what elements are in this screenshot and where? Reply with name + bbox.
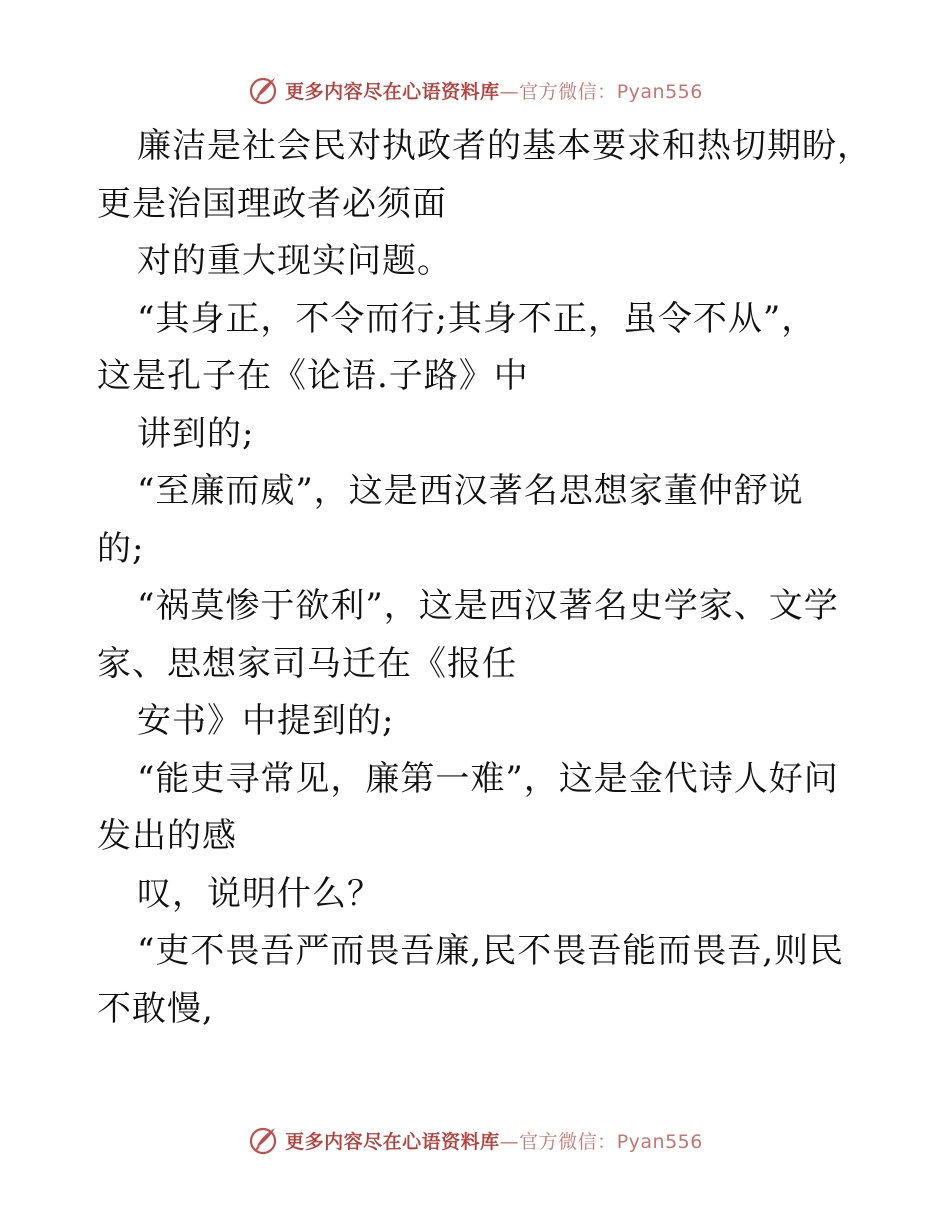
banner-dash: — — [499, 1130, 520, 1153]
feather-pen-circle-icon — [247, 1124, 279, 1156]
text-line: 家、思想家司马迁在《报任 — [97, 643, 517, 684]
text-line: “吏不畏吾严而畏吾廉,民不畏吾能而畏吾,则民 — [137, 931, 844, 971]
text-line: 发出的感 — [97, 816, 237, 856]
text-line: 叹，说明什么？ — [137, 873, 382, 914]
text-line: 不敢慢, — [97, 988, 214, 1029]
header-banner — [0, 70, 950, 110]
footer-banner — [0, 1120, 950, 1160]
text-line: “至廉而威”，这是西汉著名思想家董仲舒说 — [137, 471, 804, 511]
text-line: “祸莫惨于欲利”，这是西汉著名史学家、文学 — [137, 586, 839, 626]
text-line: 对的重大现实问题。 — [137, 241, 452, 281]
text-line: 的; — [97, 528, 145, 569]
text-line: 更是治国理政者必须面 — [97, 183, 447, 224]
text-line: 廉洁是社会民对执政者的基本要求和热切期盼， — [137, 126, 872, 166]
banner-wechat-id: Pyan556 — [616, 1130, 703, 1153]
text-line: 讲到的; — [137, 413, 255, 454]
text-line: “其身正，不令而行;其身不正，虽令不从”， — [137, 298, 817, 339]
text-line: “能吏寻常见，廉第一难”，这是金代诗人好问 — [137, 758, 839, 799]
banner-main-text: 更多内容尽在心语资料库 — [285, 1130, 500, 1153]
banner-wechat-label: 官方微信： — [519, 80, 617, 103]
feather-pen-circle-icon — [247, 74, 279, 106]
document-body — [97, 118, 917, 1038]
text-line: 这是孔子在《论语.子路》中 — [97, 356, 529, 396]
banner-wechat-id: Pyan556 — [616, 80, 703, 103]
banner-wechat-label: 官方微信： — [519, 1130, 617, 1153]
text-line: 安书》中提到的; — [137, 701, 395, 741]
banner-main-text: 更多内容尽在心语资料库 — [285, 80, 500, 103]
banner-dash: — — [499, 80, 520, 103]
